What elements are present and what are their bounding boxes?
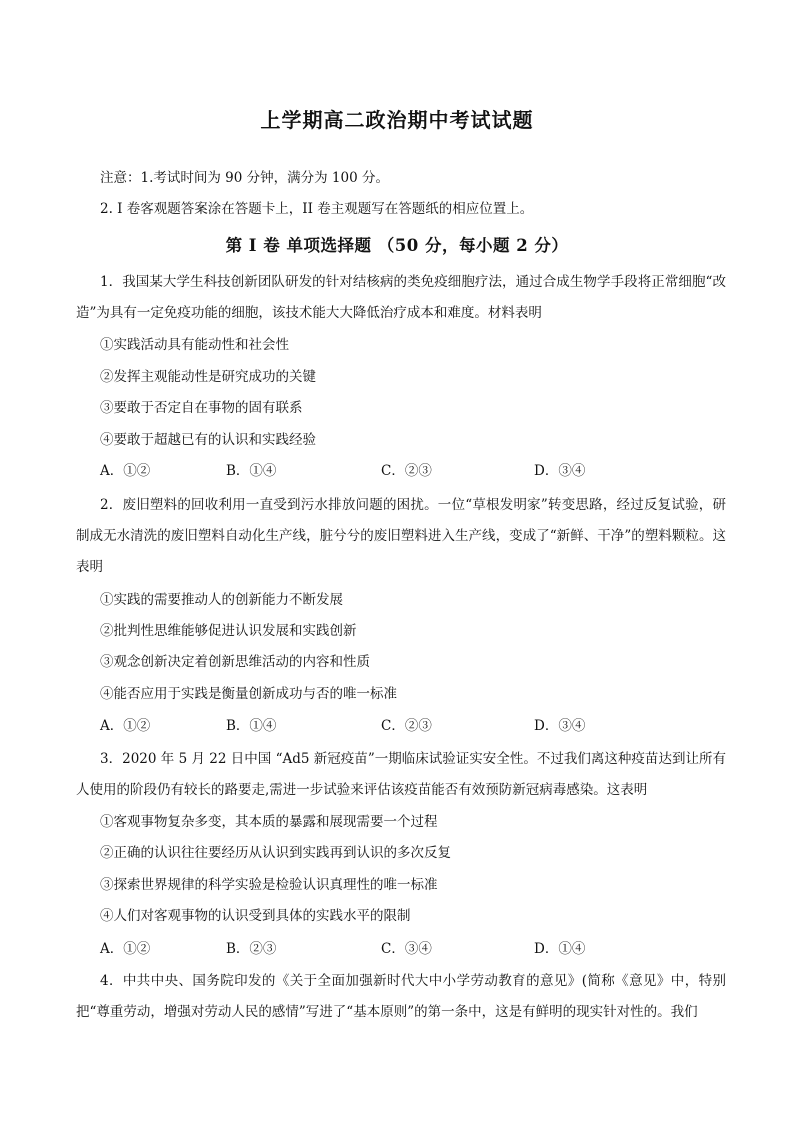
question-2-stem: 2．废旧塑料的回收利用一直受到污水排放问题的困扰。一位“草根发明家”转变思路，经过反复试验，研制成无水清洗的废旧塑料自动化生产线，脏兮兮的废旧塑料进入生产线，变成了“新鲜、干净”的塑料颗粒。这表明 bbox=[76, 497, 726, 575]
choice-a: A．①② bbox=[100, 941, 151, 957]
note-line-1: 注意：1.考试时间为 90 分钟，满分为 100 分。 bbox=[100, 170, 389, 186]
question-2-option-1: ①实践的需要推动人的创新能力不断发展 bbox=[100, 592, 343, 608]
choice-c: C．②③ bbox=[381, 718, 432, 734]
page-title: 上学期高二政治期中考试试题 bbox=[260, 108, 534, 132]
question-3-option-1: ①客观事物复杂多变，其本质的暴露和展现需要一个过程 bbox=[100, 814, 438, 830]
question-3-option-4: ④人们对客观事物的认识受到具体的实践水平的限制 bbox=[100, 908, 411, 924]
question-1-option-1: ①实践活动具有能动性和社会性 bbox=[100, 337, 289, 353]
question-1-stem: 1．我国某大学生科技创新团队研发的针对结核病的类免疫细胞疗法，通过合成生物学手段将正常细胞“改造”为具有一定免疫功能的细胞，该技术能大大降低治疗成本和难度。材料表明 bbox=[76, 274, 726, 321]
choice-c: C．②③ bbox=[381, 463, 432, 479]
question-1-option-3: ③要敢于否定自在事物的固有联系 bbox=[100, 400, 303, 416]
question-3-option-2: ②正确的认识往往要经历从认识到实践再到认识的多次反复 bbox=[100, 845, 451, 861]
choice-b: B．①④ bbox=[226, 718, 277, 734]
question-4-stem: 4．中共中央、国务院印发的《关于全面加强新时代大中小学劳动教育的意见》(简称《意见》中，特别把“尊重劳动，增强对劳动人民的感情”写进了“基本原则”的第一条中，这是有鲜明的现实针对性的。我们 bbox=[76, 973, 726, 1020]
question-3-stem: 3．2020 年 5 月 22 日中国 “Ad5 新冠疫苗”一期临床试验证实安全性。不过我们离这种疫苗达到让所有人使用的阶段仍有较长的路要走,需进一步试验来评估该疫苗能否有效预防新冠病毒感染。这表明 bbox=[76, 751, 726, 798]
choice-d: D．③④ bbox=[534, 718, 586, 734]
section-heading: 第 I 卷 单项选择题 （50 分，每小题 2 分） bbox=[225, 236, 569, 255]
note-line-2: 2. I 卷客观题答案涂在答题卡上，II 卷主观题写在答题纸的相应位置上。 bbox=[100, 201, 534, 217]
question-2-option-2: ②批判性思维能够促进认识发展和实践创新 bbox=[100, 623, 357, 639]
question-2-option-4: ④能否应用于实践是衡量创新成功与否的唯一标准 bbox=[100, 686, 397, 702]
choice-a: A．①② bbox=[100, 718, 151, 734]
choice-b: B．②③ bbox=[226, 941, 277, 957]
question-1-option-2: ②发挥主观能动性是研究成功的关键 bbox=[100, 369, 316, 385]
choice-c: C．③④ bbox=[381, 941, 432, 957]
choice-d: D．③④ bbox=[534, 463, 586, 479]
question-2-option-3: ③观念创新决定着创新思维活动的内容和性质 bbox=[100, 654, 370, 670]
question-3-option-3: ③探索世界规律的科学实验是检验认识真理性的唯一标准 bbox=[100, 877, 438, 893]
choice-a: A．①② bbox=[100, 463, 151, 479]
question-1-option-4: ④要敢于超越已有的认识和实践经验 bbox=[100, 432, 316, 448]
choice-d: D．①④ bbox=[534, 941, 586, 957]
choice-b: B．①④ bbox=[226, 463, 277, 479]
